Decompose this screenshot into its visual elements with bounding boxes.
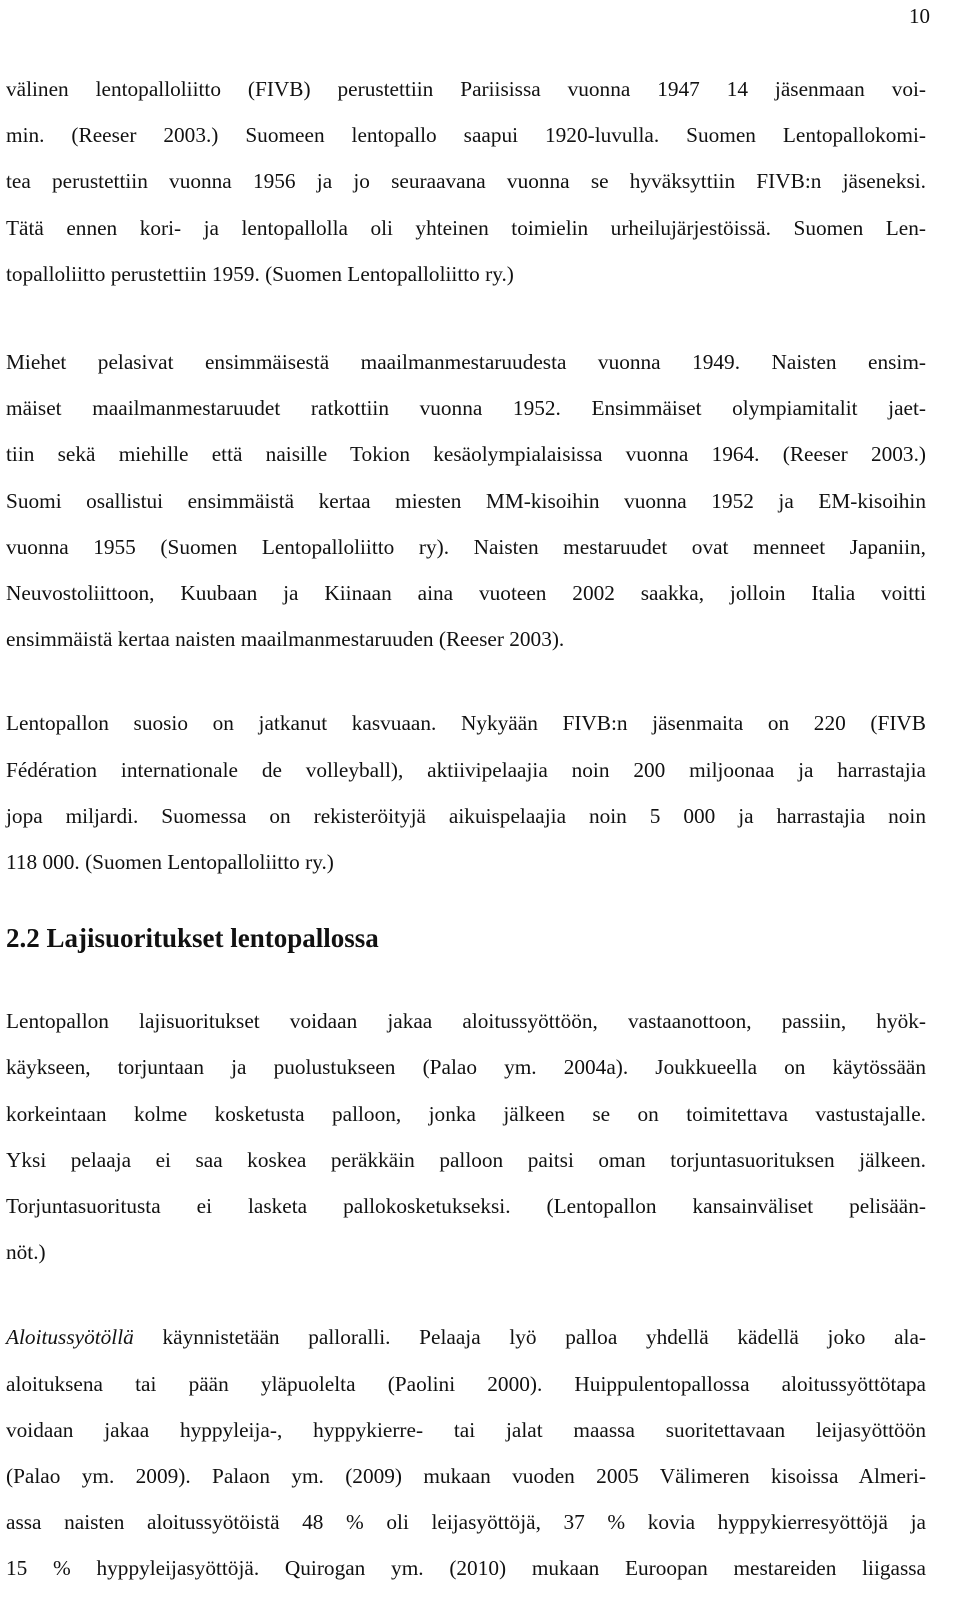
text-line: aloituksena tai pään yläpuolelta (Paolini 2000). Huippulentopallossa aloitussyöttötapa bbox=[6, 1371, 926, 1396]
text-line: Suomi osallistui ensimmäistä kertaa miesten MM-kisoihin vuonna 1952 ja EM-kisoihin bbox=[6, 488, 926, 513]
page-body bbox=[6, 66, 926, 1592]
paragraph-fivb-history bbox=[6, 66, 926, 297]
text-line: assa naisten aloitussyötöistä 48 % oli leijasyöttöjä, 37 % kovia hyppykierresyöttöjä ja bbox=[6, 1510, 926, 1535]
text-line: Miehet pelasivat ensimmäisestä maailmanmestaruudesta vuonna 1949. Naisten ensim- bbox=[6, 350, 926, 375]
italic-term: Aloitussyötöllä bbox=[6, 1325, 134, 1350]
text-line: ensimmäistä kertaa naisten maailmanmestaruuden (Reeser 2003). bbox=[6, 627, 565, 652]
text-line: 15 % hyppyleijasyöttöjä. Quirogan ym. (2010) mukaan Euroopan mestareiden liigassa bbox=[6, 1556, 926, 1581]
paragraph-championships bbox=[6, 339, 926, 662]
text-line: nöt.) bbox=[6, 1240, 46, 1265]
paragraph-serve bbox=[6, 1314, 926, 1591]
text-line: 118 000. (Suomen Lentopalloliitto ry.) bbox=[6, 850, 334, 875]
text-line: Lentopallon lajisuoritukset voidaan jakaa aloitussyöttöön, vastaanottoon, passiin, hyök- bbox=[6, 1009, 926, 1034]
text-line: välinen lentopalloliitto (FIVB) perustettiin Pariisissa vuonna 1947 14 jäsenmaan voi- bbox=[6, 77, 926, 101]
text-line: Tätä ennen kori- ja lentopallolla oli yhteinen toimielin urheilujärjestöissä. Suomen Len- bbox=[6, 215, 926, 240]
paragraph-skills-overview bbox=[6, 998, 926, 1275]
text-line: mäiset maailmanmestaruudet ratkottiin vuonna 1952. Ensimmäiset olympiamitalit jaet- bbox=[6, 396, 926, 421]
text-line: käykseen, torjuntaan ja puolustukseen (Palao ym. 2004a). Joukkueella on käytössään bbox=[6, 1055, 926, 1080]
text-line bbox=[6, 1314, 926, 1360]
text-line: Torjuntasuoritusta ei lasketa pallokosketukseksi. (Lentopallon kansainväliset pelisään- bbox=[6, 1194, 926, 1219]
page-number: 10 bbox=[909, 4, 930, 28]
section-heading: 2.2 Lajisuoritukset lentopallossa bbox=[6, 923, 379, 954]
paragraph-popularity bbox=[6, 700, 926, 885]
text-line: korkeintaan kolme kosketusta palloon, jonka jälkeen se on toimitettava vastustajalle. bbox=[6, 1101, 926, 1126]
text-line: vuonna 1955 (Suomen Lentopalloliitto ry). Naisten mestaruudet ovat menneet Japaniin, bbox=[6, 534, 926, 559]
text-line: Neuvostoliittoon, Kuubaan ja Kiinaan aina vuoteen 2002 saakka, jolloin Italia voitti bbox=[6, 581, 926, 606]
text-line: Fédération internationale de volleyball), aktiivipelaajia noin 200 miljoonaa ja harrastajia bbox=[6, 757, 926, 782]
text-line: tea perustettiin vuonna 1956 ja jo seuraavana vuonna se hyväksyttiin FIVB:n jäseneksi. bbox=[6, 169, 926, 194]
text-line: (Palao ym. 2009). Palaon ym. (2009) mukaan vuoden 2005 Välimeren kisoissa Almeri- bbox=[6, 1464, 926, 1489]
text-line: Yksi pelaaja ei saa koskea peräkkäin palloon paitsi oman torjuntasuorituksen jälkeen. bbox=[6, 1147, 926, 1172]
text-span: käynnistetään palloralli. Pelaaja lyö palloa yhdellä kädellä joko ala- bbox=[133, 1325, 926, 1350]
text-line: voidaan jakaa hyppyleija-, hyppykierre- tai jalat maassa suoritettavaan leijasyöttöön bbox=[6, 1417, 926, 1442]
text-line: min. (Reeser 2003.) Suomeen lentopallo saapui 1920-luvulla. Suomen Lentopallokomi- bbox=[6, 123, 926, 148]
text-line: tiin sekä miehille että naisille Tokion kesäolympialaisissa vuonna 1964. (Reeser 2003.) bbox=[6, 442, 926, 467]
text-line: jopa miljardi. Suomessa on rekisteröityjä aikuispelaajia noin 5 000 ja harrastajia noin bbox=[6, 803, 926, 828]
text-line: Lentopallon suosio on jatkanut kasvuaan. Nykyään FIVB:n jäsenmaita on 220 (FIVB bbox=[6, 711, 926, 736]
text-line: topalloliitto perustettiin 1959. (Suomen Lentopalloliitto ry.) bbox=[6, 261, 514, 286]
